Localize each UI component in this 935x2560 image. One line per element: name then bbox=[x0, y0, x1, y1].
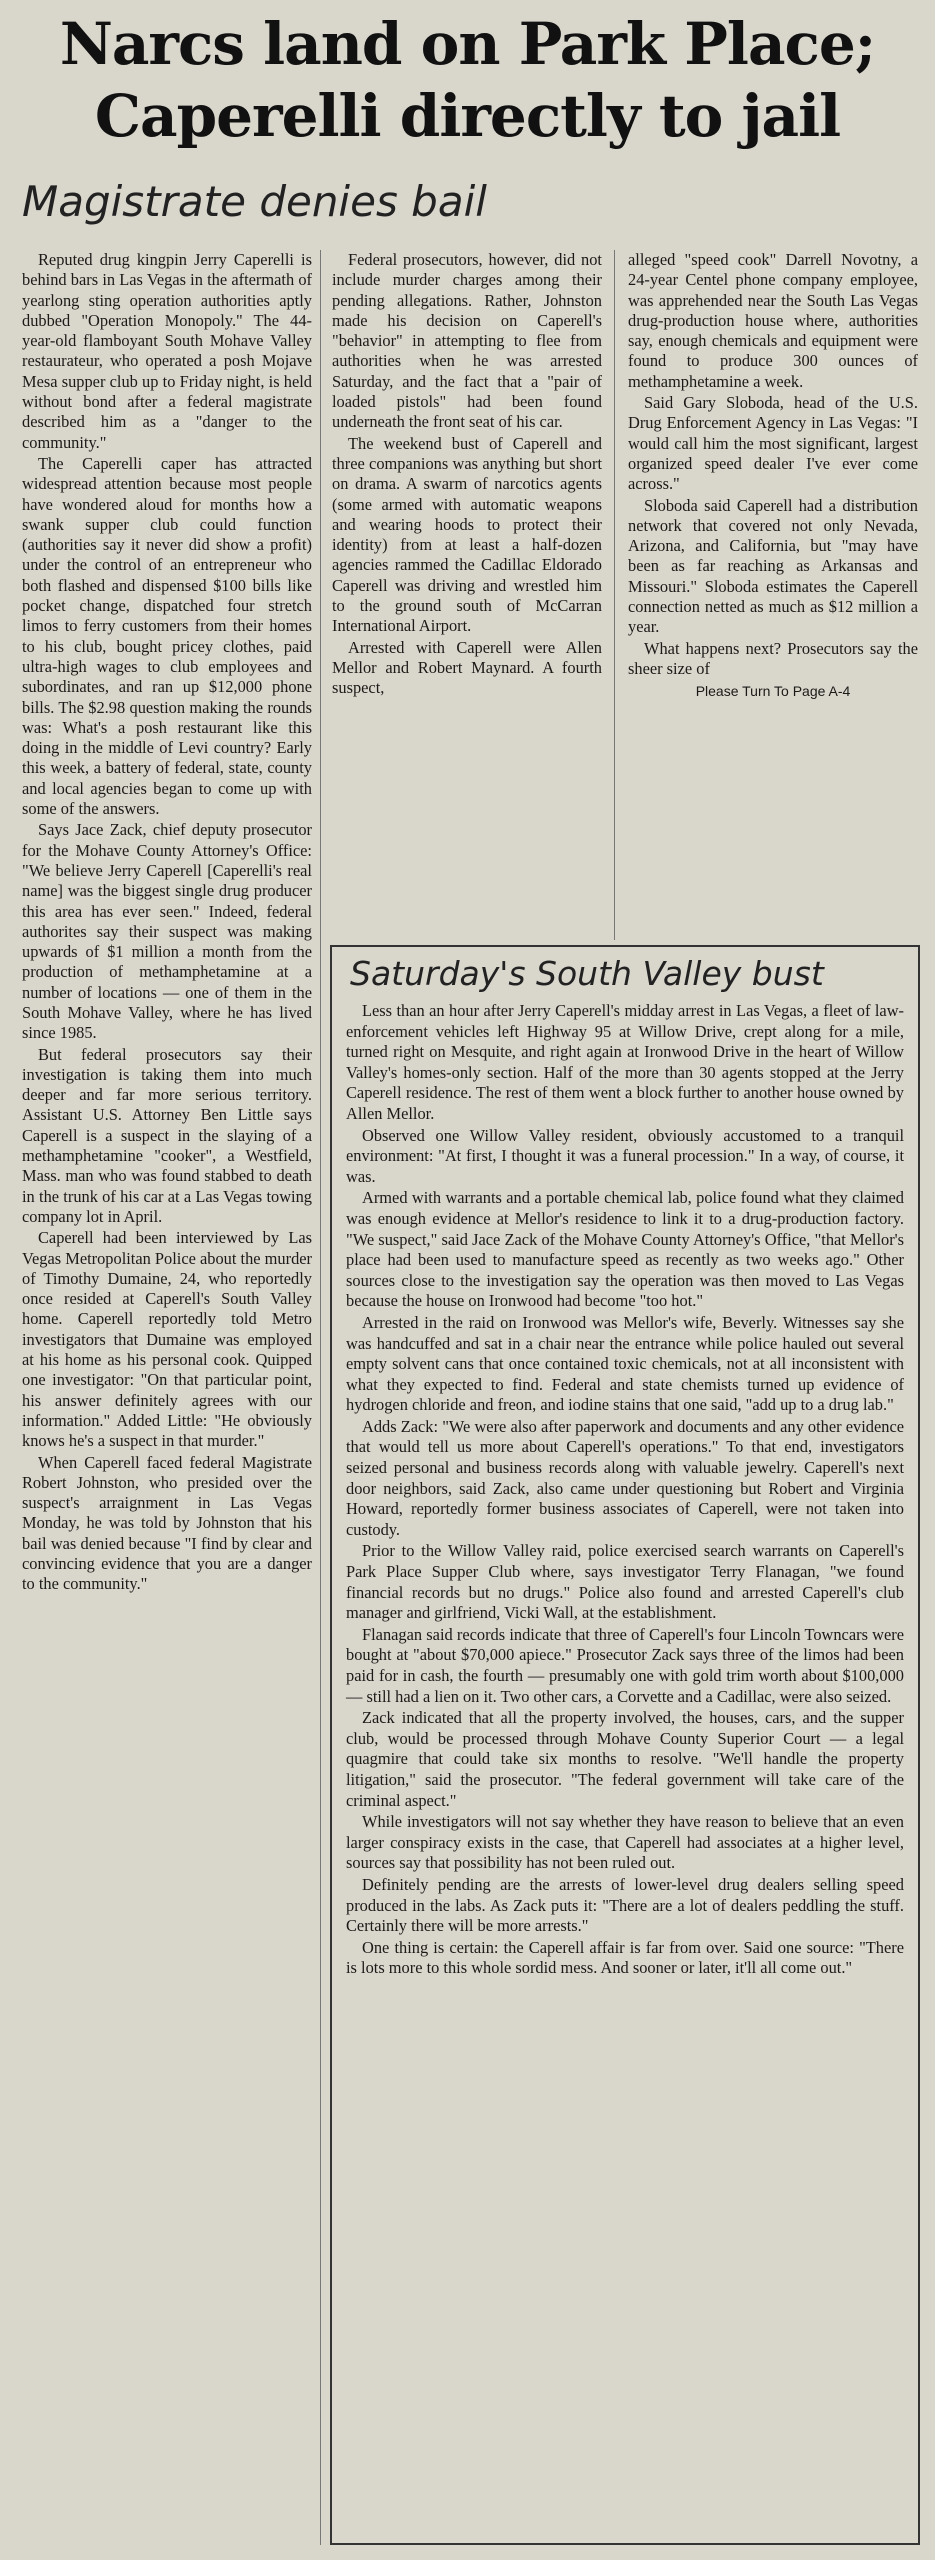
sidebar-paragraph: Definitely pending are the arrests of lower-level drug dealers selling speed produced in the labs. As Zack puts it: "There are a lot of dealers peddling the stuff. Certainly there will be more arrests." bbox=[346, 1874, 904, 1936]
jump-line: Please Turn To Page A-4 bbox=[695, 683, 851, 700]
paragraph: alleged "speed cook" Darrell Novotny, a 24-year Centel phone company employee, was apprehended near the South Las Vegas drug-production house where, authorities say, enough chemicals and equipment were found to produce 300 ounces of methamphetamine a week. bbox=[628, 250, 918, 391]
headline bbox=[12, 8, 923, 152]
sidebar-paragraph: Flanagan said records indicate that three of Caperell's four Lincoln Towncars were bought at "about $70,000 apiece." Prosecutor Zack says three of the limos had been paid for in cash, the fourth — presumably one with gold trim worth about $100,000 — still had a lien on it. Two other cars, a Corvette and a Cadillac, were also seized. bbox=[346, 1624, 904, 1706]
column-rule bbox=[320, 250, 321, 2545]
paragraph: But federal prosecutors say their investigation is taking them into much deeper and far more serious territory. Assistant U.S. Attorney Ben Little says Caperell is a suspect in the slaying of a methamphetamine "cooker", a Westfield, Mass. man who was found stabbed to death in the trunk of his car at a Las Vegas towing company lot in April. bbox=[22, 1044, 312, 1226]
sidebar-paragraph: Adds Zack: "We were also after paperwork and documents and any other evidence that would tell us more about Caperell's operations." To that end, investigators seized personal and business records along with valuable jewelry. Caperell's next door neighbors, said Zack, also came under questioning but Robert and Virginia Howard, reportedly former business associates of Caperell, were not taken into custody. bbox=[346, 1416, 904, 1539]
sidebar-title: Saturday's South Valley bust bbox=[350, 954, 824, 993]
sidebar-paragraph: Armed with warrants and a portable chemical lab, police found what they claimed was enough evidence at Mellor's residence to link it to a drug-production factory. "We suspect," said Jace Zack of the Mohave County Attorney's Office, "that Mellor's place had been used to manufacture speed as recently as two weeks ago." Other sources close to the investigation say the operation was then moved to Las Vegas because the house on Ironwood had become "too hot." bbox=[346, 1188, 904, 1311]
paragraph: Says Jace Zack, chief deputy prosecutor for the Mohave County Attorney's Office: "We believe Jerry Caperell [Caperelli's real name] was the biggest single drug producer this area has ever seen." Indeed, federal authorites say their suspect was making upwards of $1 million a month from the production of methamphetamine at a number of locations — one of them in the South Mohave Valley, where he has lived since 1985. bbox=[22, 820, 312, 1043]
paragraph: Reputed drug kingpin Jerry Caperelli is behind bars in Las Vegas in the aftermath of yearlong sting operation authorities aptly dubbed "Operation Monopoly." The 44-year-old flamboyant South Mohave Valley restaurateur, who operated a posh Mojave Mesa supper club up to Friday night, is held without bond after a federal magistrate described him as a "danger to the community." bbox=[22, 250, 312, 452]
paragraph: Caperell had been interviewed by Las Vegas Metropolitan Police about the murder of Timothy Dumaine, 24, who reportedly once resided at Caperell's South Valley home. Caperell reportedly told Metro investigators that Dumaine was employed at his home as his personal cook. Quipped one investigator: "On that particular point, his answer definitely agrees with our information." Added Little: "He obviously knows he's a suspect in that murder." bbox=[22, 1228, 312, 1451]
paragraph: The Caperelli caper has attracted widespread attention because most people have wondered aloud for months how a swank supper club could function (authorities say it never did show a profit) under the control of an entrepreneur who both flashed and dispensed $100 bills like pocket change, dispatched four stretch limos to ferry customers from their homes to his club, bought pricey clothes, paid ultra-high wages to club employees and subordinates, and ran up $12,000 phone bills. The $2.98 question making the rounds was: What's a posh restaurant like this doing in the middle of Levi country? Early this week, a battery of federal, state, county and local agencies began to come up with some of the answers. bbox=[22, 453, 312, 819]
paragraph: When Caperell faced federal Magistrate Robert Johnston, who presided over the suspect's arraignment in Las Vegas Monday, he was told by Johnston that his bail was denied because "I find by clear and convincing evidence that you are a danger to the community." bbox=[22, 1452, 312, 1594]
column-rule bbox=[614, 250, 615, 940]
sidebar-paragraph: Zack indicated that all the property involved, the houses, cars, and the supper club, would be processed through Mohave County Superior Court — a legal quagmire that could take six months to resolve. "We'll handle the property litigation," said the prosecutor. "The federal government will take care of the criminal aspect." bbox=[346, 1708, 904, 1810]
article-column-1 bbox=[22, 250, 312, 2545]
sidebar-paragraph: Arrested in the raid on Ironwood was Mellor's wife, Beverly. Witnesses say she was handcuffed and sat in a chair near the entrance while police hauled out several empty solvent cans that once contained toxic chemicals, not at all inconsistent with what they expected to find. Federal and state chemists turned up evidence of hydrogen chloride and freon, and iodine stains that one said, "add up to a drug lab." bbox=[346, 1312, 904, 1415]
paragraph: Sloboda said Caperell had a distribution network that covered not only Nevada, Arizona, and California, but "may have been as far reaching as Arkansas and Missouri." Sloboda estimates the Caperell connection netted as much as $12 million a year. bbox=[628, 495, 918, 637]
paragraph: The weekend bust of Caperell and three companions was anything but short on drama. A swarm of narcotics agents (some armed with automatic weapons and wearing hoods to protect their identity) from at least a half-dozen agencies rammed the Cadillac Eldorado Caperell was driving and wrestled him to the ground south of McCarran International Airport. bbox=[332, 433, 602, 636]
sidebar-body bbox=[346, 1001, 904, 1979]
article-column-3 bbox=[628, 250, 918, 702]
sidebar-paragraph: One thing is certain: the Caperell affair is far from over. Said one source: "There is lots more to this whole sordid mess. And sooner or later, it'll all come out." bbox=[346, 1937, 904, 1978]
paragraph: Said Gary Sloboda, head of the U.S. Drug Enforcement Agency in Las Vegas: "I would call him the most significant, largest organized speed dealer I've ever come across." bbox=[628, 393, 918, 494]
article-column-2 bbox=[332, 250, 602, 700]
deck-subheadline: Magistrate denies bail bbox=[22, 177, 487, 226]
sidebar-paragraph: While investigators will not say whether they have reason to believe that an even larger conspiracy exists in the case, that Caperell had associates at a higher level, sources say that possibility has not been ruled out. bbox=[346, 1812, 904, 1873]
sidebar-paragraph: Observed one Willow Valley resident, obviously accustomed to a tranquil environment: "At first, I thought it was a funeral procession." In a way, of course, it was. bbox=[346, 1125, 904, 1186]
headline-line-1: Narcs land on Park Place; bbox=[59, 10, 876, 78]
paragraph: Arrested with Caperell were Allen Mellor and Robert Maynard. A fourth suspect, bbox=[332, 637, 602, 698]
sidebar-box bbox=[330, 945, 920, 2545]
sidebar-paragraph: Less than an hour after Jerry Caperell's midday arrest in Las Vegas, a fleet of law-enforcement vehicles left Highway 95 at Willow Drive, crept along for a mile, turned right on Mesquite, and right again at Ironwood Drive in the heart of Willow Valley's homes-only section. Half of the more than 30 agents stopped at the Jerry Caperell residence. The rest of them went a block further to another house owned by Allen Mellor. bbox=[346, 1001, 904, 1123]
paragraph: What happens next? Prosecutors say the sheer size of bbox=[628, 638, 918, 678]
headline-line-2: Caperelli directly to jail bbox=[94, 82, 841, 150]
sidebar-paragraph: Prior to the Willow Valley raid, police exercised search warrants on Caperell's Park Place Supper Club where, says investigator Terry Flanagan, "we found financial records but no drugs." Police also found and arrested Caperell's club manager and girlfriend, Vicki Wall, at the establishment. bbox=[346, 1541, 904, 1623]
paragraph: Federal prosecutors, however, did not include murder charges among their pending allegations. Rather, Johnston made his decision on Caperell's "behavior" in attempting to flee from authorities when he was arrested Saturday, and the fact that a "pair of loaded pistols" had been found underneath the front seat of his car. bbox=[332, 250, 602, 432]
